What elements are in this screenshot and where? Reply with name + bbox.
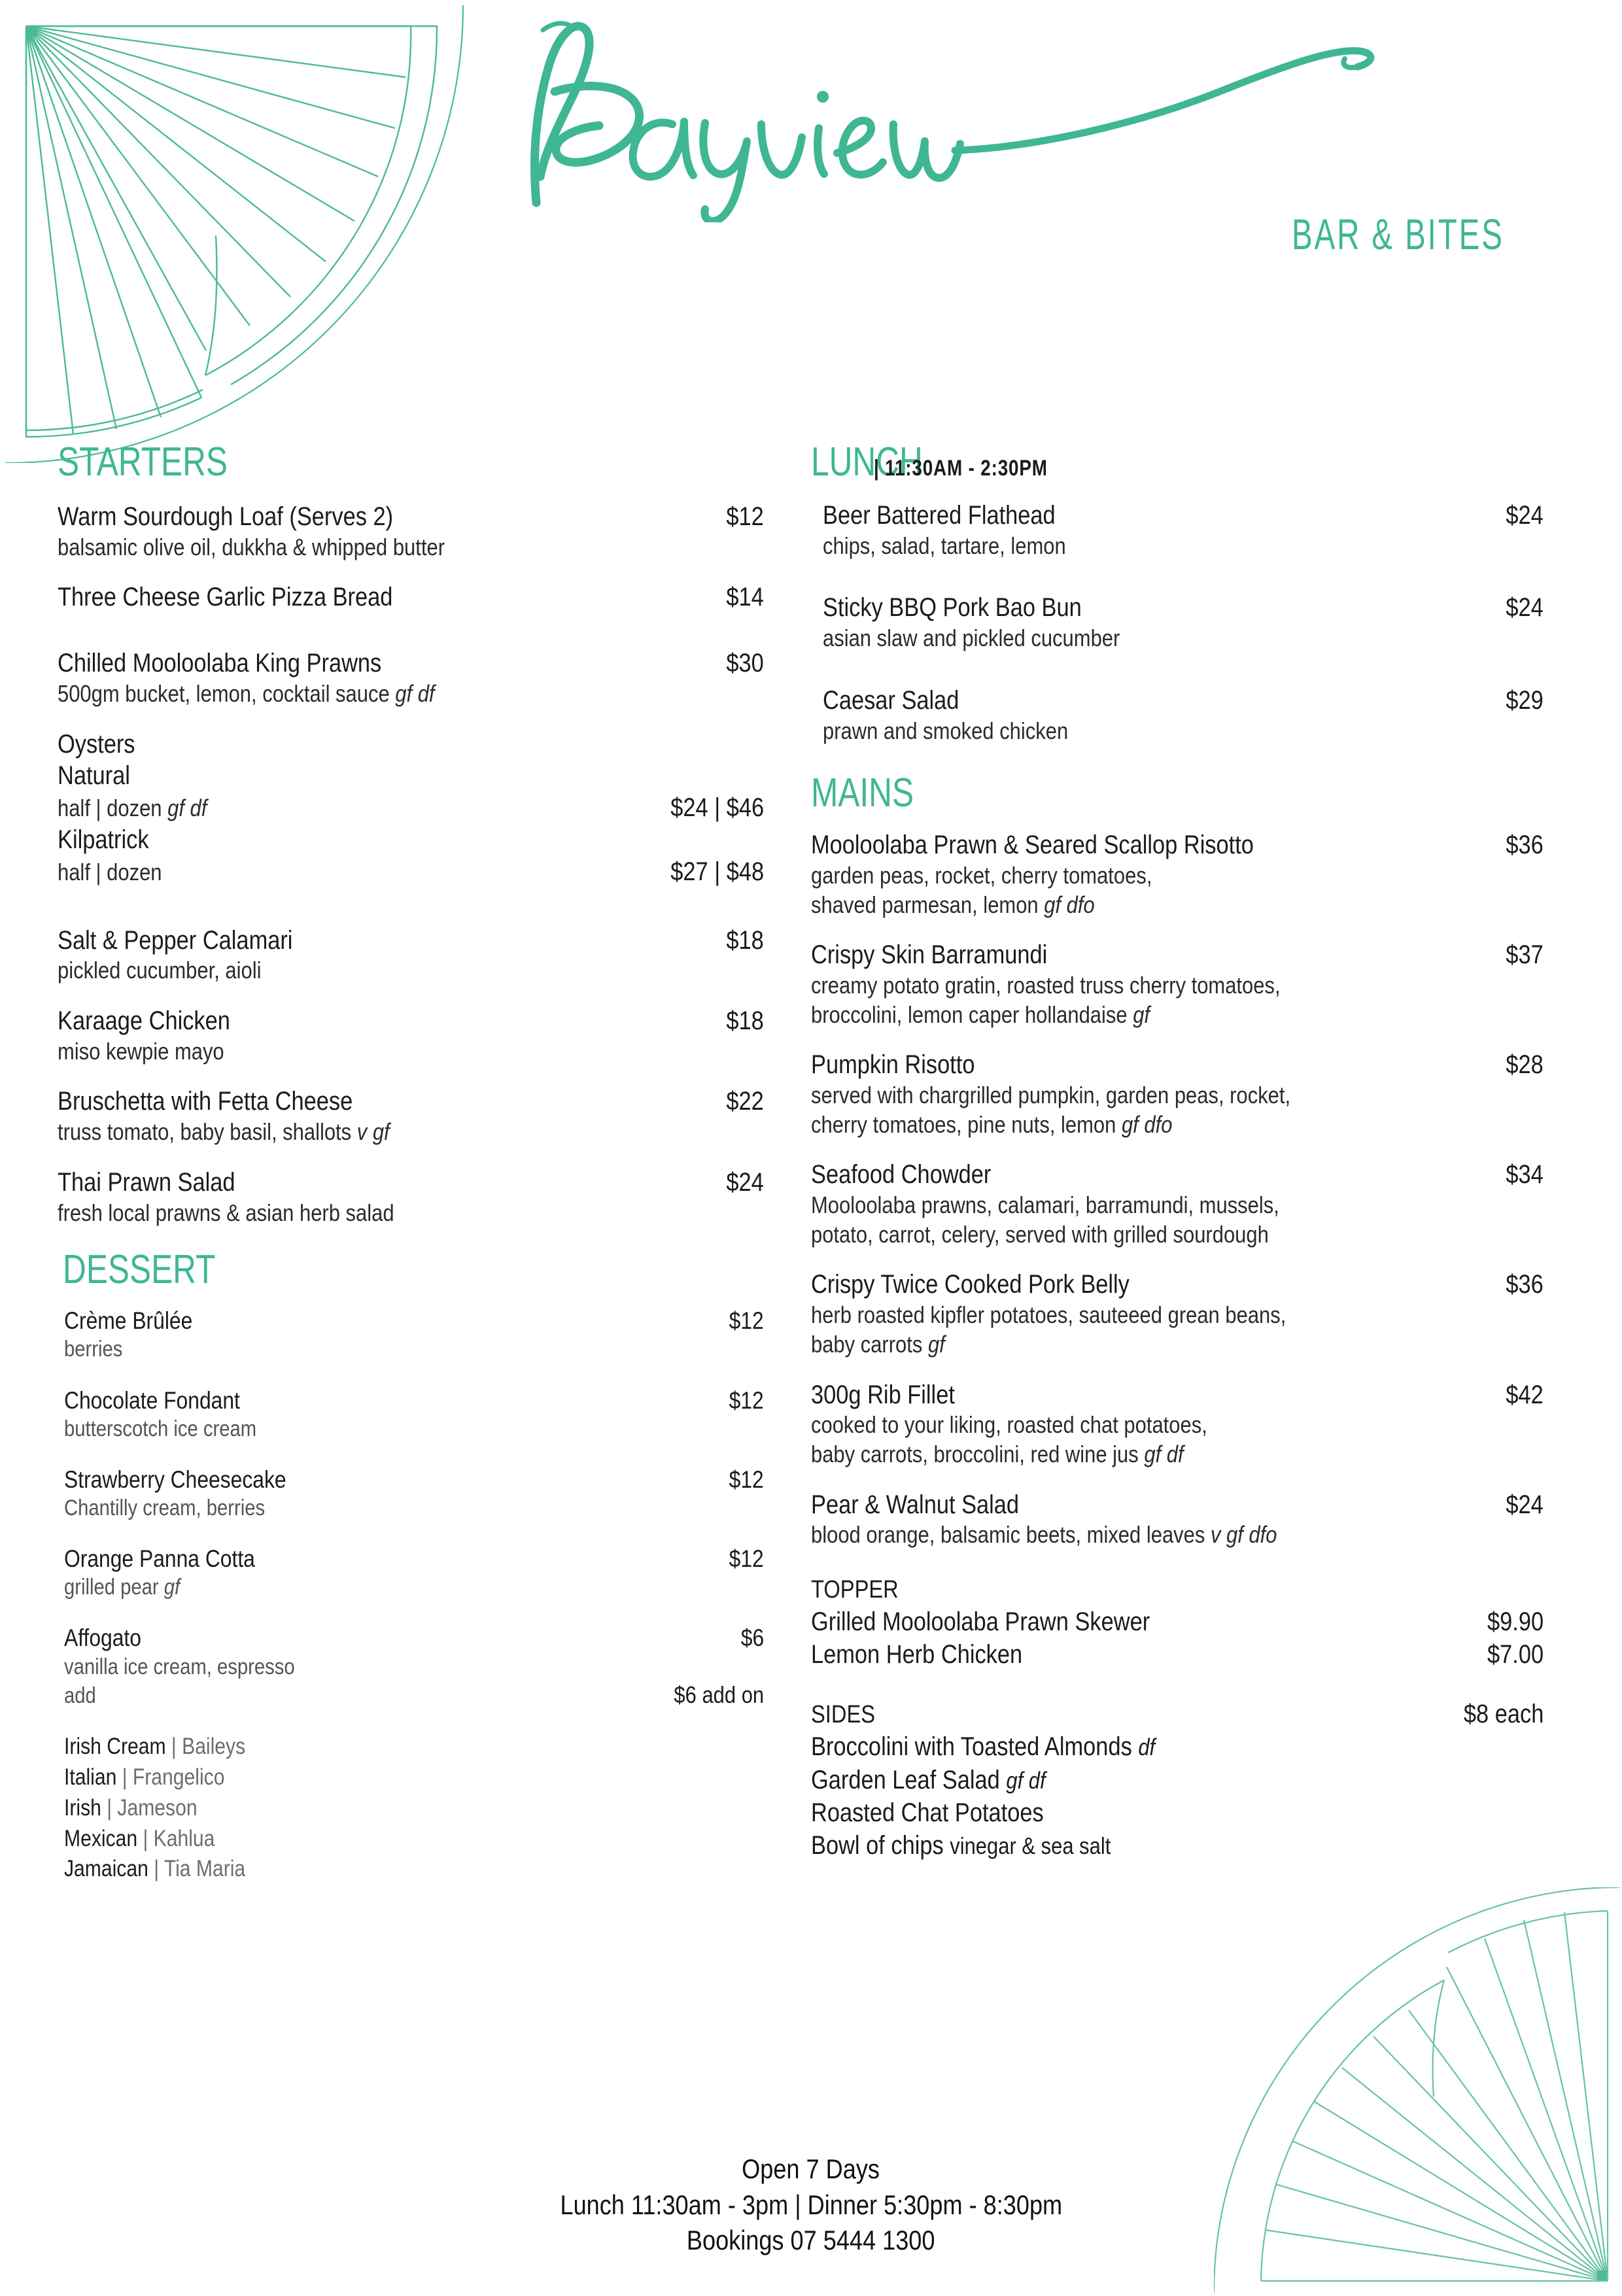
item-name: Warm Sourdough Loaf (Serves 2) (58, 502, 394, 531)
item-price: $14 (726, 583, 764, 612)
oyster-portion: half | dozen gf df (58, 795, 207, 822)
item-description-2: cherry tomatoes, pine nuts, lemon gf dfo (811, 1110, 1173, 1138)
footer-line-open: Open 7 Days (742, 2153, 880, 2184)
item-description: cooked to your liking, roasted chat potatoes, (811, 1411, 1207, 1439)
item-description: grilled pear gf (64, 1575, 181, 1600)
item-name: Pear & Walnut Salad (811, 1490, 1020, 1519)
menu-item (58, 501, 764, 562)
item-name: Lemon Herb Chicken (811, 1640, 1023, 1670)
dietary-tag: df (1138, 1734, 1156, 1761)
item-description: balsamic olive oil, dukkha & whipped butter (58, 533, 445, 560)
menu-item (58, 1086, 764, 1146)
dietary-tag: v gf dfo (1210, 1521, 1277, 1549)
list-item: Broccolini with Toasted Almonds df (811, 1732, 1156, 1762)
menu-item (58, 1167, 764, 1227)
item-price: $12 (729, 1307, 764, 1335)
menu-item (58, 647, 764, 708)
item-price: $24 (1506, 1490, 1544, 1519)
menu-item (811, 829, 1544, 919)
topper-section (811, 1575, 1544, 1671)
item-description: asian slaw and pickled cucumber (823, 625, 1120, 652)
item-description-2: baby carrots gf (811, 1330, 945, 1358)
oysters-group (58, 728, 764, 888)
item-description-2: potato, carrot, celery, served with grilled sourdough (811, 1220, 1269, 1248)
item-description: Chantilly cream, berries (64, 1496, 266, 1520)
list-item: Mexican | Kahlua (64, 1825, 215, 1851)
menu-item (823, 592, 1544, 653)
right-column (811, 439, 1544, 1862)
menu-item (811, 1379, 1544, 1469)
item-name: Crispy Twice Cooked Pork Belly (811, 1270, 1130, 1299)
item-description: fresh local prawns & asian herb salad (58, 1199, 394, 1226)
dietary-tag: gf df (167, 795, 207, 822)
menu-item (823, 500, 1544, 560)
dessert-list (58, 1306, 764, 1885)
list-item: Roasted Chat Potatoes (811, 1798, 1044, 1828)
sides-heading-row (811, 1698, 1544, 1730)
menu-item (811, 1049, 1544, 1139)
item-price: $12 (729, 1386, 764, 1414)
dietary-tag: gf (164, 1575, 181, 1600)
item-price: $12 (729, 1465, 764, 1493)
item-name: Thai Prawn Salad (58, 1167, 235, 1197)
lunch-hours: | 11:30AM - 2:30PM (873, 456, 1048, 481)
item-description: pickled cucumber, aioli (58, 957, 262, 984)
item-description: 500gm bucket, lemon, cocktail sauce gf df (58, 680, 435, 708)
list-item: Jamaican | Tia Maria (64, 1856, 246, 1882)
section-heading-mains (811, 770, 1544, 821)
item-price: $42 (1506, 1380, 1544, 1409)
menu-item (58, 1005, 764, 1066)
item-price: $30 (726, 649, 764, 678)
item-name: Affogato (64, 1624, 141, 1652)
item-name: Crème Brûlée (64, 1307, 193, 1335)
sides-price: $8 each (1463, 1699, 1544, 1728)
dietary-tag: gf dfo (1044, 891, 1095, 918)
item-price: $28 (1506, 1050, 1544, 1080)
dietary-tag: v gf (356, 1118, 390, 1146)
menu-item (811, 1159, 1544, 1249)
item-name: Three Cheese Garlic Pizza Bread (58, 583, 393, 612)
item-description-2: baby carrots, broccolini, red wine jus gf df (811, 1440, 1184, 1467)
item-description-2: shaved parmesan, lemon gf dfo (811, 891, 1095, 918)
item-name: Pumpkin Risotto (811, 1050, 975, 1080)
item-name: Caesar Salad (823, 685, 959, 715)
menu-item (64, 1623, 764, 1709)
item-name: Sticky BBQ Pork Bao Bun (823, 593, 1082, 623)
item-name: Grilled Mooloolaba Prawn Skewer (811, 1607, 1150, 1637)
item-description: prawn and smoked chicken (823, 717, 1069, 744)
item-price: $24 (1506, 593, 1544, 623)
dietary-tag: gf df (1144, 1440, 1184, 1467)
item-price: $36 (1506, 1270, 1544, 1299)
dietary-tag: gf df (1006, 1766, 1046, 1794)
item-price: $24 | $46 (670, 793, 764, 823)
menu-item (64, 1386, 764, 1443)
item-name: Orange Panna Cotta (64, 1545, 255, 1573)
item-name: Oysters (58, 729, 135, 759)
item-name: Strawberry Cheesecake (64, 1465, 286, 1493)
item-price: $7.00 (1487, 1640, 1544, 1670)
section-heading-lunch (811, 439, 1544, 490)
dietary-tag: gf df (395, 680, 435, 708)
lunch-list (811, 500, 1544, 745)
item-name: Karaage Chicken (58, 1006, 230, 1036)
list-item: Bowl of chips vinegar & sea salt (811, 1831, 1111, 1860)
item-description: garden peas, rocket, cherry tomatoes, (811, 862, 1152, 889)
item-price: $24 (726, 1167, 764, 1197)
item-price: $36 (1506, 831, 1544, 860)
item-name: Crispy Skin Barramundi (811, 940, 1048, 970)
left-column (58, 439, 764, 1885)
item-price: $29 (1506, 685, 1544, 715)
item-name: Seafood Chowder (811, 1160, 992, 1190)
liqueur-options-list (64, 1732, 764, 1885)
oyster-variant-kilpatrick: Kilpatrick (58, 825, 149, 855)
item-description: chips, salad, tartare, lemon (823, 532, 1066, 559)
topper-heading: TOPPER (811, 1575, 899, 1603)
item-description: vanilla ice cream, espresso (64, 1654, 295, 1679)
oyster-portion: half | dozen (58, 858, 162, 885)
item-description: served with chargrilled pumpkin, garden peas, rocket, (811, 1082, 1291, 1109)
side-note: vinegar & sea salt (950, 1832, 1111, 1860)
item-price: $6 (740, 1624, 764, 1652)
list-item: Italian | Frangelico (64, 1764, 225, 1790)
item-name: 300g Rib Fillet (811, 1380, 955, 1409)
fan-decoration-top-left (5, 5, 476, 463)
item-price: $22 (726, 1087, 764, 1116)
list-item (811, 1638, 1544, 1671)
menu-item (64, 1306, 764, 1363)
menu-item (811, 1269, 1544, 1359)
footer-line-bookings: Bookings 07 5444 1300 (687, 2225, 935, 2256)
mains-list (811, 829, 1544, 1550)
item-name: Salt & Pepper Calamari (58, 925, 293, 955)
item-name: Chilled Mooloolaba King Prawns (58, 649, 382, 678)
item-name: Mooloolaba Prawn & Seared Scallop Risotto (811, 831, 1254, 860)
dietary-tag: gf (1133, 1001, 1150, 1028)
item-price: $18 (726, 1006, 764, 1036)
brand-subtitle: BAR & BITES (1292, 210, 1504, 258)
menu-item (811, 939, 1544, 1029)
dietary-tag: gf (927, 1330, 945, 1358)
dietary-tag: gf dfo (1121, 1110, 1173, 1138)
item-description: berries (64, 1337, 123, 1362)
list-item: Irish Cream | Baileys (64, 1733, 246, 1759)
starters-list (58, 501, 764, 1227)
menu-item (64, 1544, 764, 1601)
menu-item (823, 685, 1544, 745)
sides-heading: SIDES (811, 1700, 876, 1728)
bayview-script-logo (497, 13, 1504, 222)
starters-heading-text: STARTERS (58, 439, 228, 485)
item-name: Chocolate Fondant (64, 1386, 240, 1414)
item-description: herb roasted kipfler potatoes, sauteeed grean beans, (811, 1301, 1286, 1329)
lunch-heading-text: LUNCH (811, 439, 923, 485)
item-price: $12 (726, 502, 764, 531)
item-price: $18 (726, 925, 764, 955)
item-name: Beer Battered Flathead (823, 501, 1056, 530)
item-description: blood orange, balsamic beets, mixed leaves v gf dfo (811, 1521, 1277, 1549)
menu-item (58, 581, 764, 613)
item-description: creamy potato gratin, roasted truss cherry tomatoes, (811, 972, 1281, 999)
list-item: Irish | Jameson (64, 1794, 198, 1821)
item-price: $12 (729, 1545, 764, 1573)
item-price: $27 | $48 (670, 857, 764, 886)
item-price: $37 (1506, 940, 1544, 970)
footer-line-hours: Lunch 11:30am - 3pm | Dinner 5:30pm - 8:30pm (560, 2189, 1062, 2220)
oyster-variant-natural: Natural (58, 761, 130, 791)
item-description: butterscotch ice cream (64, 1416, 257, 1441)
mains-heading-text: MAINS (811, 770, 914, 816)
item-description: Mooloolaba prawns, calamari, barramundi, mussels, (811, 1191, 1279, 1219)
menu-item (64, 1465, 764, 1522)
list-item: Garden Leaf Salad gf df (811, 1765, 1046, 1794)
list-item (811, 1605, 1544, 1638)
section-heading-dessert (58, 1247, 764, 1298)
item-price: $24 (1506, 501, 1544, 530)
item-description-2: broccolini, lemon caper hollandaise gf (811, 1001, 1150, 1028)
brand-logo (497, 13, 1504, 275)
menu-item (58, 925, 764, 985)
menu-item (811, 1489, 1544, 1550)
sides-section (811, 1698, 1544, 1862)
item-name: Bruschetta with Fetta Cheese (58, 1087, 353, 1116)
dessert-heading-text: DESSERT (63, 1247, 216, 1293)
affogato-add-label: add (64, 1683, 96, 1708)
section-heading-starters (58, 439, 764, 490)
footer-hours-block (0, 2151, 1622, 2259)
item-price: $34 (1506, 1160, 1544, 1190)
affogato-add-price: $6 add on (674, 1681, 764, 1708)
item-price: $9.90 (1487, 1607, 1544, 1637)
item-description: miso kewpie mayo (58, 1037, 224, 1065)
item-description: truss tomato, baby basil, shallots v gf (58, 1118, 390, 1146)
